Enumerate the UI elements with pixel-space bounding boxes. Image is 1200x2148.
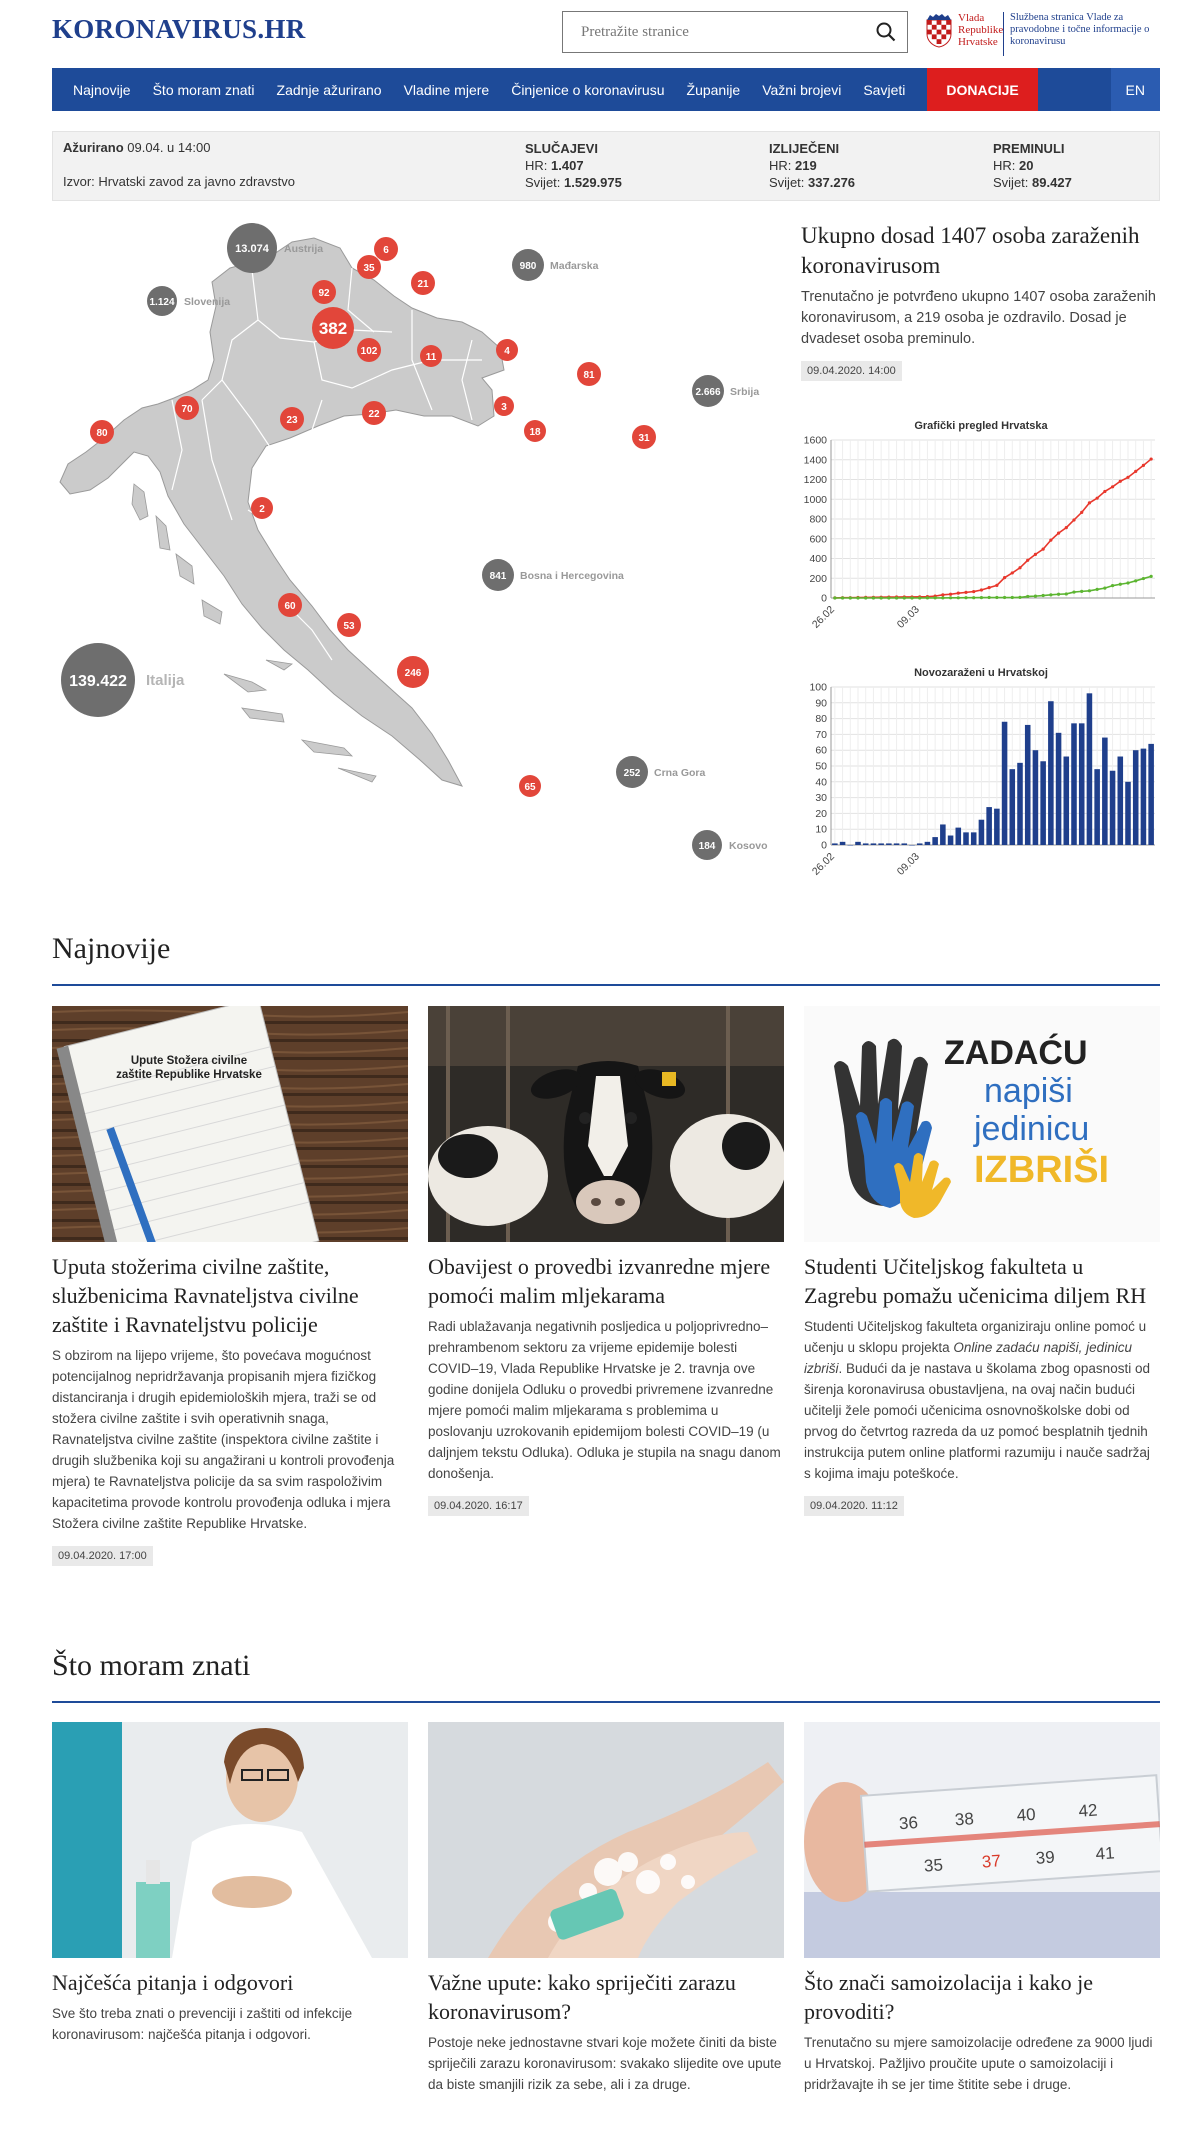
line-point xyxy=(841,596,844,599)
gov-name: Vlada Republike Hrvatske xyxy=(958,12,1004,56)
x-tick-label: 26.02 xyxy=(809,603,837,631)
info-card[interactable] xyxy=(804,1722,1160,2095)
bar xyxy=(1040,761,1046,845)
line-point xyxy=(926,596,929,599)
donate-button[interactable]: DONACIJE xyxy=(927,68,1037,111)
line-point xyxy=(1150,575,1153,578)
summary-title[interactable]: Ukupno dosad 1407 osoba zaraženih koronavirusom xyxy=(801,223,1140,278)
bar xyxy=(1048,701,1054,845)
nav-item-vazni-brojevi[interactable]: Važni brojevi xyxy=(762,81,842,98)
county-marker[interactable] xyxy=(524,420,546,442)
line-point xyxy=(1096,588,1099,591)
county-marker[interactable] xyxy=(494,396,514,416)
line-point xyxy=(1003,596,1006,599)
county-marker[interactable] xyxy=(90,420,114,444)
y-tick-label: 1600 xyxy=(803,434,827,447)
line-point xyxy=(988,586,991,589)
line-point xyxy=(1072,590,1075,593)
line-point xyxy=(1142,577,1145,580)
bar xyxy=(1071,723,1077,845)
bar xyxy=(1087,693,1093,845)
stat-recovered-label: IZLIJEČENI xyxy=(769,141,840,156)
county-value: 102 xyxy=(360,346,378,357)
line-point xyxy=(957,592,960,595)
logo-word-1: ZADAĆU xyxy=(944,1034,1088,1072)
bar xyxy=(917,843,923,845)
search-input[interactable] xyxy=(563,12,865,52)
line-point xyxy=(1034,553,1037,556)
county-value: 81 xyxy=(583,370,595,381)
card-image-caption: Upute Stožera civilne zaštite Republike Hrvatske xyxy=(116,1055,262,1081)
stat-recovered-world: Svijet: 337.276 xyxy=(769,175,856,190)
info-card[interactable] xyxy=(52,1722,408,2045)
line-point xyxy=(988,596,991,599)
line-point xyxy=(1065,526,1068,529)
stat-recovered xyxy=(769,140,855,191)
summary-text: Trenutačno je potvrđeno ukupno 1407 osoba zaraženih koronavirusom, a 219 osoba je ozdravilo. Dosad je dvadeset osoba preminulo. xyxy=(801,289,1156,347)
info-card[interactable] xyxy=(428,1722,784,2095)
bar xyxy=(1064,757,1070,845)
chart-line-panel xyxy=(801,420,1161,651)
stat-cases-world: Svijet: 1.529.975 xyxy=(525,175,622,190)
county-value: 31 xyxy=(638,433,650,444)
nav-item-sto-moram-znati[interactable]: Što moram znati xyxy=(152,81,255,98)
line-point xyxy=(1065,592,1068,595)
logo-word-2: napiši xyxy=(984,1072,1073,1110)
county-marker[interactable] xyxy=(251,497,273,519)
country-label: Mađarska xyxy=(550,260,599,272)
y-tick-label: 100 xyxy=(809,681,827,694)
section-divider xyxy=(52,1701,1160,1703)
card-text: Studenti Učiteljskog fakulteta organiziraju online pomoć u učenju u sklopu projekta Online zadaću napiši, jedinicu izbriši. Budući da je nastava u školama zbog opasnosti od širenja koronavirusa obustavljena, na ovaj način budući učitelji žele pomoći učenicima osnovnoškolske dobi od prvog do četvrtog razreda da uz pomoć besplatnih tjednih instrukcija putem online platformi razumiju i nauče sadržaj s kojima imaju poteškoće. xyxy=(804,1319,1150,1481)
line-point xyxy=(1011,596,1014,599)
y-tick-label: 10 xyxy=(815,823,827,836)
news-card[interactable] xyxy=(52,1006,408,1566)
line-point xyxy=(1080,511,1083,514)
section-title-najnovije[interactable]: Najnovije xyxy=(52,932,171,965)
y-tick-label: 600 xyxy=(809,533,827,546)
card-title[interactable]: Što znači samoizolacija i kako je provoditi? xyxy=(804,1970,1093,2024)
county-value: 92 xyxy=(318,288,330,299)
nav-item-najnovije[interactable]: Najnovije xyxy=(73,81,131,98)
country-marker-bosna-i-hercegovina[interactable] xyxy=(482,559,624,591)
logo-word-3: jedinicu xyxy=(974,1110,1090,1148)
line-point xyxy=(1034,595,1037,598)
y-tick-label: 70 xyxy=(815,728,827,741)
county-value: 4 xyxy=(504,346,510,357)
y-tick-label: 1000 xyxy=(803,493,827,506)
bar xyxy=(1002,722,1008,845)
county-marker[interactable] xyxy=(420,345,442,367)
line-point xyxy=(1080,590,1083,593)
y-tick-label: 50 xyxy=(815,760,827,773)
line-point xyxy=(1011,571,1014,574)
line-point xyxy=(1018,596,1021,599)
updated-line xyxy=(63,140,210,155)
y-tick-label: 80 xyxy=(815,713,827,726)
svg-text:41: 41 xyxy=(1094,1843,1116,1864)
country-marker-kosovo[interactable] xyxy=(692,830,768,860)
line-point xyxy=(1042,548,1045,551)
line-point xyxy=(1088,589,1091,592)
county-value: 23 xyxy=(286,415,298,426)
line-point xyxy=(949,593,952,596)
stat-cases-label: SLUČAJEVI xyxy=(525,141,598,156)
county-value: 6 xyxy=(383,245,389,256)
bar xyxy=(886,843,892,845)
line-point xyxy=(1026,559,1029,562)
card-image-handwash[interactable] xyxy=(428,1722,784,1958)
language-switch-en[interactable]: EN xyxy=(1111,68,1160,111)
country-value: 252 xyxy=(623,768,641,779)
line-point xyxy=(980,596,983,599)
y-tick-label: 1200 xyxy=(803,474,827,486)
line-point xyxy=(1018,566,1021,569)
y-tick-label: 1400 xyxy=(803,454,827,467)
chart-bar-title: Novozaraženi u Hrvatskoj xyxy=(914,667,1048,679)
section-divider xyxy=(52,984,1160,986)
updated-value: 09.04. u 14:00 xyxy=(127,140,211,155)
bar xyxy=(840,842,846,845)
bar xyxy=(1094,769,1100,845)
news-card[interactable] xyxy=(804,1006,1160,1516)
x-tick-label: 09.03 xyxy=(894,850,922,878)
nav-item-savjeti[interactable]: Savjeti xyxy=(863,81,906,98)
bar xyxy=(1056,733,1062,845)
country-label: Austrija xyxy=(284,243,324,255)
card-text: Radi ublažavanja negativnih posljedica u poljoprivredno–prehrambenom sektoru za vrijeme epidemije bolesti COVID–19, Vlada Republike Hrvatske je 2. travnja ove godine donijela Odluku o provedbi privremene izvanredne mjere pomoći malim mljekarama s problemima u poslovanju uzrokovanih epidemijom bolesti COVID–19 (u daljnjem tekstu Odluka). Odluka je stupila na snagu danom donošenja. xyxy=(428,1319,781,1481)
card-text: S obzirom na lijepo vrijeme, što povećava mogućnost potencijalnog nepridržavanja propisanih mjera fizičkog distanciranja i drugih epidemioloških mjera, traži se od stožera civilne zaštite i svih operativnih snaga, Ravnateljstva civilne zaštite (inspektora civilne zaštite i drugih službenika koji su angažirani u kontroli provođenja mjera) te Ravnateljstva policije da sa svim raspoloživim kapacitetima provode kontrolu provođenja odluka i mjera Stožera civilne zaštite Republike Hrvatske. xyxy=(52,1348,395,1531)
line-point xyxy=(1119,480,1122,483)
line-point xyxy=(1072,518,1075,521)
county-value: 2 xyxy=(259,504,265,515)
stat-deaths-world: Svijet: 89.427 xyxy=(993,175,1072,190)
line-point xyxy=(872,596,875,599)
stats-bar xyxy=(52,131,1160,201)
bar xyxy=(1125,782,1131,845)
county-marker[interactable] xyxy=(496,339,518,361)
line-point xyxy=(995,584,998,587)
nav-item-cinjenice[interactable]: Činjenice o koronavirusu xyxy=(511,81,665,98)
bar xyxy=(909,845,915,846)
line-point xyxy=(864,596,867,599)
main-nav xyxy=(52,68,1160,111)
county-marker[interactable] xyxy=(175,396,199,420)
country-value: 1.124 xyxy=(149,297,175,308)
bar xyxy=(1102,738,1108,845)
card-title[interactable]: Uputa stožerima civilne zaštite, službenicima Ravnateljstva civilne zaštite i Ravnateljstvu policije xyxy=(52,1254,359,1337)
line-point xyxy=(1003,576,1006,579)
country-marker-srbija[interactable] xyxy=(692,375,759,407)
svg-text:38: 38 xyxy=(954,1809,975,1830)
county-marker[interactable] xyxy=(577,362,601,386)
line-point xyxy=(910,596,913,599)
bar xyxy=(1133,750,1139,845)
nav-item-vladine-mjere[interactable]: Vladine mjere xyxy=(403,81,490,98)
country-label: Kosovo xyxy=(729,840,768,852)
county-value: 22 xyxy=(368,409,380,420)
search-icon[interactable] xyxy=(865,12,907,52)
stat-cases-hr: HR: 1.407 xyxy=(525,158,584,173)
bar xyxy=(871,843,877,845)
line-point xyxy=(957,596,960,599)
line-point xyxy=(887,596,890,599)
card-image-thermometer[interactable] xyxy=(804,1722,1160,1958)
county-marker[interactable] xyxy=(312,307,354,349)
line-point xyxy=(903,596,906,599)
county-marker[interactable] xyxy=(362,401,386,425)
nav-item-zadnje-azurirano[interactable]: Zadnje ažurirano xyxy=(276,81,382,98)
svg-text:35: 35 xyxy=(923,1855,944,1876)
line-point xyxy=(1142,464,1145,467)
line-point xyxy=(934,596,937,599)
county-marker[interactable] xyxy=(357,338,381,362)
bar xyxy=(902,843,908,845)
chart-line xyxy=(801,432,1161,646)
croatia-shape xyxy=(60,238,504,786)
card-title[interactable]: Najčešća pitanja i odgovori xyxy=(52,1970,294,1995)
bar xyxy=(1033,750,1039,845)
country-value: 2.666 xyxy=(695,387,721,398)
line-point xyxy=(972,596,975,599)
bar xyxy=(1141,749,1147,845)
county-value: 60 xyxy=(284,601,296,612)
y-tick-label: 20 xyxy=(815,807,827,820)
line-point xyxy=(849,596,852,599)
bar xyxy=(1010,769,1016,845)
stat-deaths-hr: HR: 20 xyxy=(993,158,1034,173)
bar xyxy=(986,807,992,845)
line-point xyxy=(972,590,975,593)
country-label: Srbija xyxy=(730,386,760,398)
county-marker[interactable] xyxy=(397,656,429,688)
card-title[interactable]: Važne upute: kako spriječiti zarazu koronavirusom? xyxy=(428,1970,736,2024)
line-point xyxy=(1103,587,1106,590)
chart-grid xyxy=(831,440,1155,598)
y-tick-label: 0 xyxy=(821,839,827,852)
bar xyxy=(940,824,946,845)
country-value: 841 xyxy=(489,571,507,582)
y-tick-label: 400 xyxy=(809,553,827,565)
country-value: 13.074 xyxy=(235,243,269,255)
line-point xyxy=(980,588,983,591)
bar xyxy=(932,837,938,845)
county-value: 35 xyxy=(363,263,375,274)
county-value: 53 xyxy=(343,621,355,632)
logo-word-4: IZBRIŠI xyxy=(974,1149,1110,1191)
line-point xyxy=(1057,593,1060,596)
county-marker[interactable] xyxy=(519,775,541,797)
stat-recovered-hr: HR: 219 xyxy=(769,158,817,173)
y-tick-label: 60 xyxy=(815,744,827,757)
county-value: 21 xyxy=(417,279,429,290)
bar xyxy=(855,842,861,845)
x-tick-label: 26.02 xyxy=(809,850,837,878)
card-image-notebook[interactable] xyxy=(52,1006,408,1242)
svg-text:40: 40 xyxy=(1016,1804,1037,1826)
card-date: 09.04.2020. 16:17 xyxy=(428,1496,529,1516)
croatia-coat-of-arms-icon xyxy=(926,14,952,48)
government-badge[interactable] xyxy=(926,12,1160,56)
search-box xyxy=(562,11,908,53)
section-title-sto-moram-znati[interactable]: Što moram znati xyxy=(52,1649,251,1682)
summary-date: 09.04.2020. 14:00 xyxy=(801,361,902,381)
line-point xyxy=(833,596,836,599)
bar xyxy=(1025,725,1031,845)
bar xyxy=(1017,763,1023,845)
line-point xyxy=(941,596,944,599)
line-point xyxy=(1049,593,1052,596)
country-value: 139.422 xyxy=(69,673,127,690)
bar xyxy=(925,842,931,845)
bar xyxy=(971,832,977,845)
site-logo[interactable]: KORONAVIRUS.HR xyxy=(52,14,306,44)
updated-label: Ažurirano xyxy=(63,140,124,155)
county-value: 246 xyxy=(404,668,422,679)
county-value: 382 xyxy=(318,319,348,338)
line-point xyxy=(1096,497,1099,500)
line-point xyxy=(1134,470,1137,473)
bar xyxy=(894,843,900,845)
card-text: Postoje neke jednostavne stvari koje možete činiti da biste spriječili zarazu koronavirusom: svakako slijedite ove upute da biste smanjili rizik za sebe, ali i za druge. xyxy=(428,2035,782,2092)
x-tick-label: 09.03 xyxy=(894,603,922,631)
county-value: 65 xyxy=(524,782,536,793)
line-point xyxy=(895,596,898,599)
line-point xyxy=(1026,595,1029,598)
card-date: 09.04.2020. 11:12 xyxy=(804,1496,904,1516)
y-tick-label: 40 xyxy=(815,776,827,789)
line-point xyxy=(918,596,921,599)
bar xyxy=(948,836,954,845)
y-tick-label: 0 xyxy=(821,592,827,605)
bar xyxy=(1148,744,1154,845)
line-point xyxy=(1126,581,1129,584)
country-label: Italija xyxy=(146,672,185,689)
line-point xyxy=(1111,584,1114,587)
line-point xyxy=(949,596,952,599)
card-image-cow[interactable] xyxy=(428,1006,784,1242)
card-text: Sve što treba znati o prevenciji i zaštiti od infekcije koronavirusom: najčešća pitanja i odgovori. xyxy=(52,2006,353,2042)
bar xyxy=(1118,757,1124,845)
svg-text:42: 42 xyxy=(1077,1800,1099,1821)
bar xyxy=(979,820,985,845)
card-image-sanitizer[interactable] xyxy=(52,1722,408,1958)
y-tick-label: 800 xyxy=(809,513,827,526)
card-date: 09.04.2020. 17:00 xyxy=(52,1546,153,1566)
country-marker-mađarska[interactable] xyxy=(512,249,599,281)
chart-line-title: Grafički pregled Hrvatska xyxy=(914,420,1048,432)
bar xyxy=(878,843,884,845)
line-point xyxy=(964,596,967,599)
y-tick-label: 30 xyxy=(815,792,827,805)
y-tick-label: 90 xyxy=(815,697,827,710)
card-title[interactable]: Studenti Učiteljskog fakulteta u Zagrebu pomažu učenicima diljem RH xyxy=(804,1254,1147,1308)
line-point xyxy=(1119,583,1122,586)
line-point xyxy=(1111,485,1114,488)
county-marker[interactable] xyxy=(411,271,435,295)
croatia-map[interactable] xyxy=(52,220,792,880)
bar xyxy=(963,832,969,845)
county-marker[interactable] xyxy=(632,425,656,449)
bar xyxy=(956,828,962,845)
card-image-zadacu[interactable] xyxy=(804,1006,1160,1242)
county-marker[interactable] xyxy=(280,407,304,431)
county-marker[interactable] xyxy=(312,280,336,304)
bar xyxy=(1079,723,1085,845)
country-value: 980 xyxy=(519,261,537,272)
county-value: 80 xyxy=(96,428,108,439)
county-value: 18 xyxy=(529,427,541,438)
line-point xyxy=(1088,501,1091,504)
line-point xyxy=(1134,579,1137,582)
county-marker[interactable] xyxy=(278,593,302,617)
line-point xyxy=(1042,594,1045,597)
county-value: 3 xyxy=(501,402,507,413)
line-point xyxy=(1126,476,1129,479)
country-value: 184 xyxy=(698,841,716,852)
line-point xyxy=(1057,532,1060,535)
line-point xyxy=(1049,539,1052,542)
bar xyxy=(848,845,854,846)
nav-item-zupanije[interactable]: Županije xyxy=(686,81,741,98)
stat-cases xyxy=(525,140,622,191)
bar xyxy=(1110,771,1116,845)
line-point xyxy=(1103,490,1106,493)
gov-description: Službena stranica Vlade za pravodobne i točne informacije o koronavirusu xyxy=(1010,12,1150,47)
y-tick-label: 200 xyxy=(809,572,827,585)
county-marker[interactable] xyxy=(337,613,361,637)
county-marker[interactable] xyxy=(374,237,398,261)
line-point xyxy=(1150,457,1153,460)
county-marker[interactable] xyxy=(357,255,381,279)
county-value: 70 xyxy=(181,404,193,415)
bar xyxy=(863,843,869,845)
bar xyxy=(994,809,1000,845)
chart-bar xyxy=(801,679,1161,893)
stat-deaths xyxy=(993,140,1072,191)
line-point xyxy=(941,593,944,596)
stat-deaths-label: PREMINULI xyxy=(993,141,1065,156)
bar xyxy=(832,843,838,845)
country-label: Slovenija xyxy=(184,296,231,308)
svg-text:39: 39 xyxy=(1035,1847,1056,1868)
line-point xyxy=(856,596,859,599)
line-point xyxy=(995,596,998,599)
line-point xyxy=(964,591,967,594)
card-text: Trenutačno su mjere samoizolacije određene za 9000 ljudi u Hrvatskoj. Pažljivo proučite upute o samoizolaciji i pridržavajte ih se jer time štitite sebe i druge. xyxy=(804,2035,1153,2092)
svg-text:37: 37 xyxy=(981,1851,1002,1872)
news-card[interactable] xyxy=(428,1006,784,1516)
country-label: Crna Gora xyxy=(654,767,706,779)
county-value: 11 xyxy=(425,352,437,363)
country-marker-crna-gora[interactable] xyxy=(616,756,706,788)
source-line: Izvor: Hrvatski zavod za javno zdravstvo xyxy=(63,174,295,189)
line-point xyxy=(880,596,883,599)
country-label: Bosna i Hercegovina xyxy=(520,570,624,582)
card-title[interactable]: Obavijest o provedbi izvanredne mjere pomoći malim mljekarama xyxy=(428,1254,771,1308)
svg-text:36: 36 xyxy=(898,1813,919,1834)
chart-bar-panel xyxy=(801,667,1161,898)
country-marker-italija[interactable] xyxy=(61,643,185,717)
